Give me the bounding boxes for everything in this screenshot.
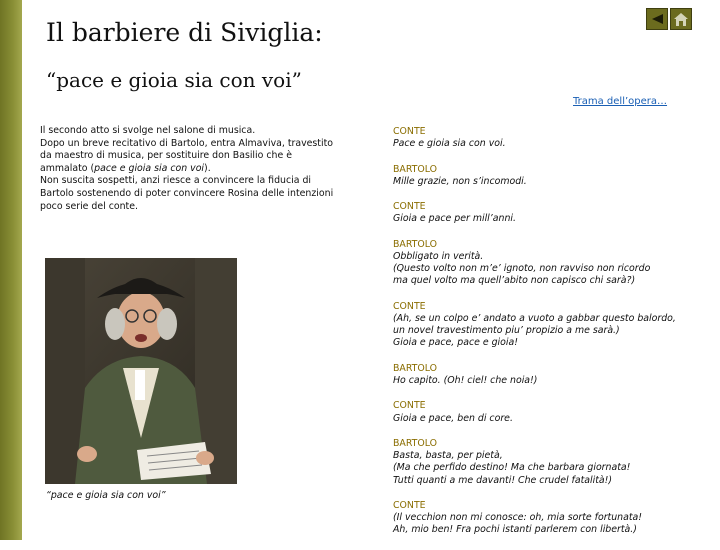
dialogue-exchange xyxy=(393,164,713,188)
speaker-name: BARTOLO xyxy=(393,163,438,175)
speaker-name: CONTE xyxy=(393,400,426,412)
libretto-dialogue xyxy=(393,126,713,550)
dialogue-exchange xyxy=(393,438,713,487)
dialogue-line: Ah, mio ben! Fra pochi istanti parlerem con libertà.) xyxy=(393,524,637,536)
speaker-name: CONTE xyxy=(393,300,426,312)
intro-text xyxy=(40,125,340,213)
dialogue-line: (Ah, se un colpo e’ andato a vuoto a gabbar questo balordo, xyxy=(393,312,676,324)
dialogue-line: (Ma che perfido destino! Ma che barbara giornata! xyxy=(393,462,631,474)
speaker-name: CONTE xyxy=(393,201,426,213)
back-arrow-icon[interactable] xyxy=(646,8,668,30)
trama-link[interactable]: Trama dell’opera… xyxy=(573,96,668,107)
dialogue-exchange xyxy=(393,400,713,424)
dialogue-line: Ho capito. (Oh! ciel! che noia!) xyxy=(393,374,538,386)
dialogue-line: un novel travestimento piu’ propizio a me sarà.) xyxy=(393,325,620,337)
dialogue-line: Tutti quanti a me davanti! Che crudel fatalità!) xyxy=(393,474,613,486)
speaker-name: CONTE xyxy=(393,499,426,511)
dialogue-exchange xyxy=(393,500,713,537)
dialogue-line: (Il vecchion non mi conosce: oh, mia sorte fortunata! xyxy=(393,512,643,524)
dialogue-line: Pace e gioia sia con voi. xyxy=(393,138,506,150)
dialogue-exchange xyxy=(393,301,713,350)
dialogue-exchange xyxy=(393,363,713,387)
dialogue-line: Obbligato in verità. xyxy=(393,250,484,262)
photo-caption: “pace e gioia sia con voi” xyxy=(46,490,166,501)
dialogue-exchange xyxy=(393,239,713,288)
speaker-name: CONTE xyxy=(393,126,426,137)
dialogue-line: ma quel volto ma quell’abito non capisco chi sarà?) xyxy=(393,275,636,287)
intro-line-3: Non suscita sospetti, anzi riesce a convincere la fiducia di Bartolo sostenendo di poter convincere Rosina delle intenzioni poco serie del conte. xyxy=(40,175,334,212)
dialogue-exchange xyxy=(393,126,713,150)
speaker-name: BARTOLO xyxy=(393,362,438,374)
page-subtitle: “pace e gioia sia con voi” xyxy=(46,68,302,92)
dialogue-line: (Questo volto non m’e’ ignoto, non ravviso non ricordo xyxy=(393,263,651,275)
intro-line-2: Dopo un breve recitativo di Bartolo, entra Almaviva, travestito da maestro di musica, per sostituire don Basilio che è ammalato (pace e gioia sia con voi). xyxy=(40,137,334,174)
dialogue-line: Gioia e pace, ben di core. xyxy=(393,412,513,424)
dialogue-line: Gioia e pace, pace e gioia! xyxy=(393,337,519,349)
home-icon[interactable] xyxy=(670,8,692,30)
speaker-name: BARTOLO xyxy=(393,437,438,449)
speaker-name: BARTOLO xyxy=(393,238,438,250)
dialogue-line: Mille grazie, non s’incomodi. xyxy=(393,175,527,187)
dialogue-line: Basta, basta, per pietà, xyxy=(393,450,503,462)
opera-photo xyxy=(45,258,237,484)
page-title: Il barbiere di Siviglia: xyxy=(46,18,323,47)
dialogue-line: Gioia e pace per mill’anni. xyxy=(393,213,516,225)
dialogue-exchange xyxy=(393,201,713,225)
navigation-buttons xyxy=(646,8,692,30)
intro-line-1: Il secondo atto si svolge nel salone di musica. xyxy=(40,125,256,136)
decorative-left-bar xyxy=(0,0,22,540)
